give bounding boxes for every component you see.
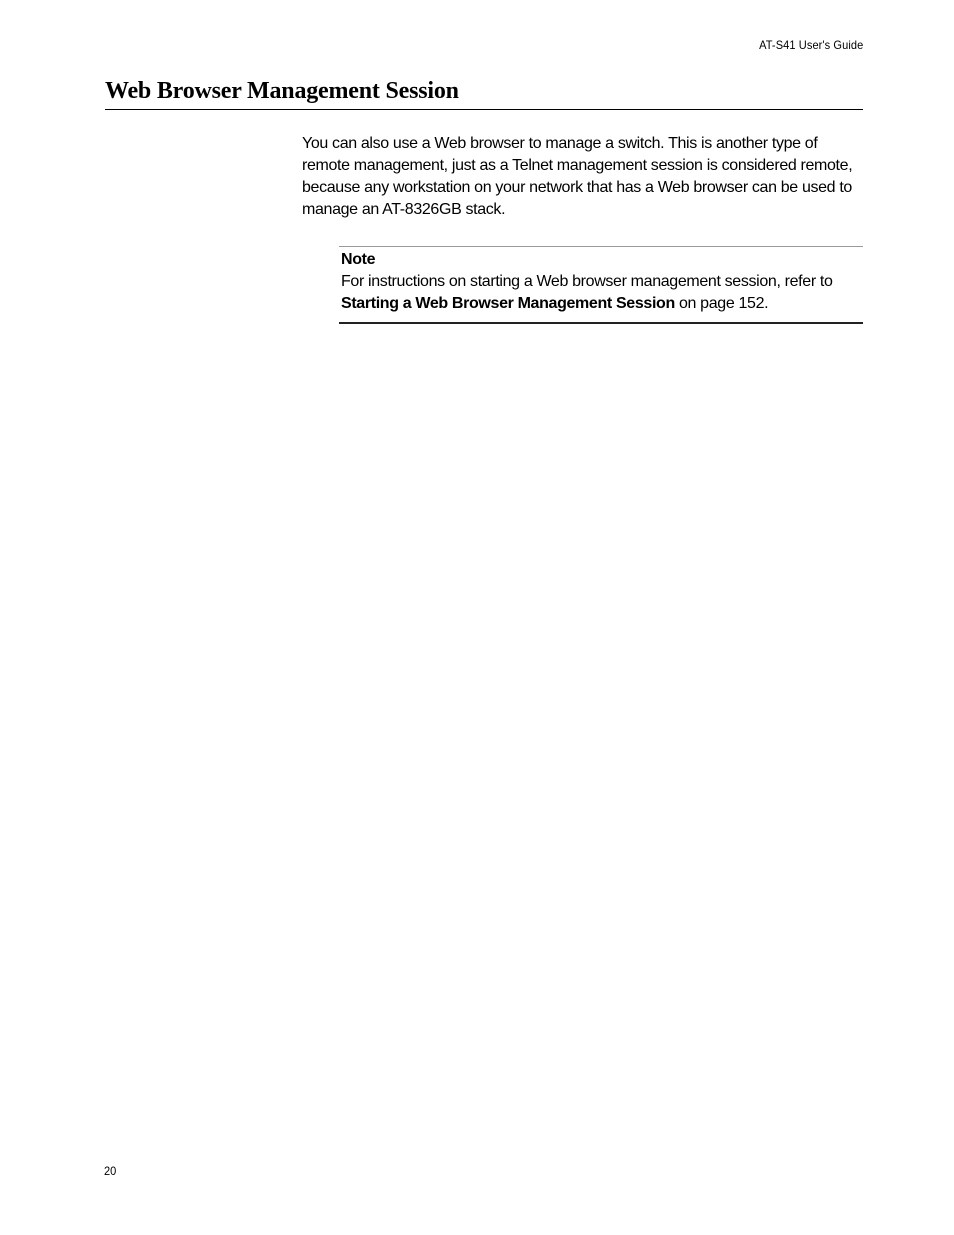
cross-reference-link[interactable]: Starting a Web Browser Management Session (341, 295, 675, 312)
note-text-before: For instructions on starting a Web browser management session, refer to (341, 273, 833, 290)
body-paragraph: You can also use a Web browser to manage a switch. This is another type of remote management, just as a Telnet management session is considered remote, because any workstation on your network that has a Web browser can be used to manage an AT-8326GB stack. (302, 135, 853, 218)
note-box (339, 246, 863, 324)
note-text-after: on page 152. (674, 295, 769, 312)
section-title: Web Browser Management Session (105, 76, 863, 110)
note-label: Note (341, 251, 376, 268)
page-number: 20 (104, 1164, 117, 1178)
running-header: AT-S41 User's Guide (758, 38, 863, 52)
note-text (341, 271, 863, 315)
